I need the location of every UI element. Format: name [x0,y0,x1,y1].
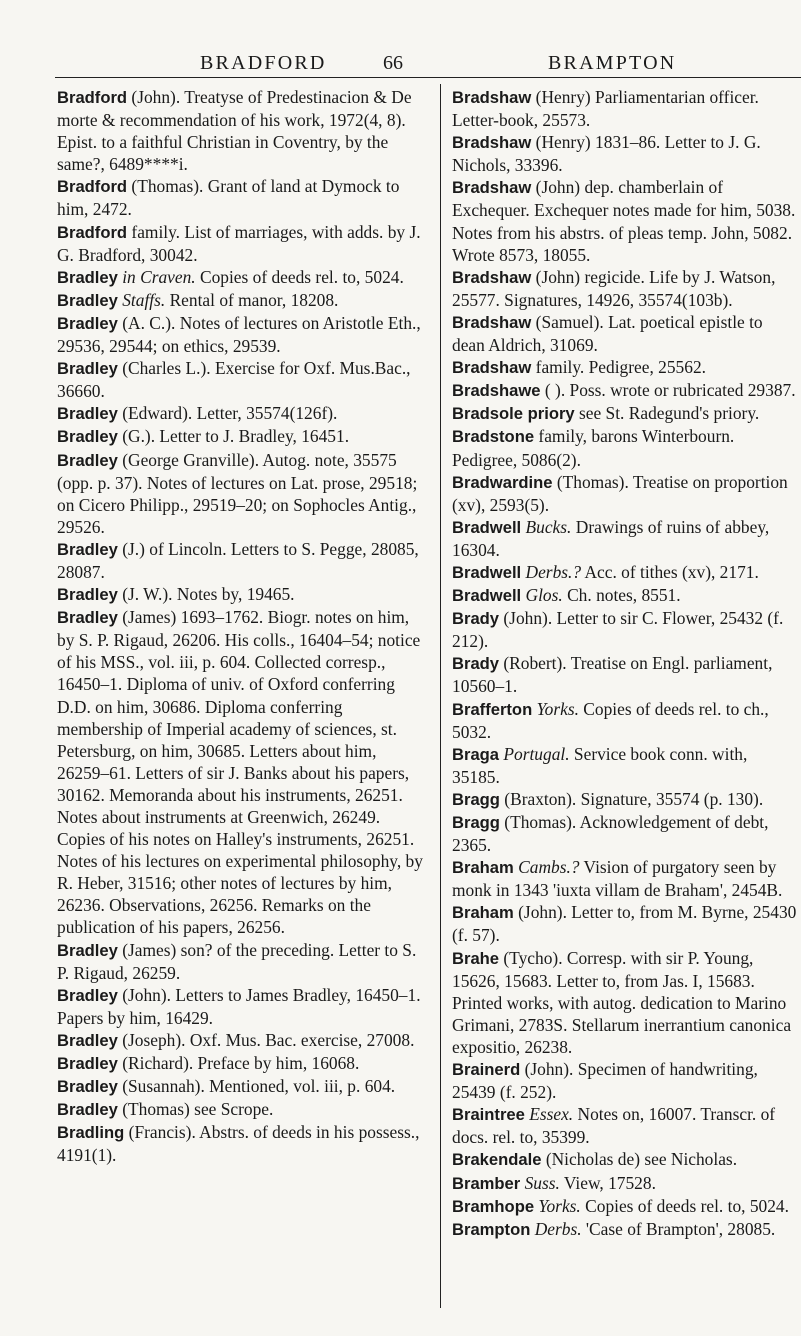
entry-text: 'Case of Brampton', 28085. [581,1218,776,1239]
entry-headword: Bradshawe [452,381,541,401]
entry-text: (Susannah). Mentioned, vol. iii, p. 604. [117,1076,396,1097]
index-entry [57,266,429,289]
entry-text: (John). Letter to sir C. Flower, 25432 (f. 212). [452,608,784,652]
entry-text: (John). Letter to, from M. Byrne, 25430 (f. 57). [452,902,797,946]
entry-headword: Bradwell [452,586,522,606]
entry-text: Ch. notes, 8551. [562,585,681,606]
entry-place: Derbs. [530,1218,582,1239]
index-entry [57,939,429,984]
index-entry [452,1218,797,1241]
entry-headword: Brady [452,609,500,629]
entry-headword: Bragg [452,789,500,809]
entry-text: Copies of deeds rel. to, 5024. [195,266,404,287]
entry-headword: Bradley [57,539,118,559]
entry-headword: Bradley [57,1100,118,1120]
index-entry [452,856,797,901]
entry-headword: Bragg [452,813,500,832]
entry-text: (Thomas). Grant of land at Dymock to him, 2472. [57,176,400,220]
entry-text: (John) dep. chamberlain of Exchequer. Exchequer notes made for him, 5038. Notes from his abstrs. of pleas temp. John, 5082. Wrote 8573, 18055. [452,177,796,265]
entry-text: family, barons Winterbourn. Pedigree, 5086(2). [452,426,735,470]
entry-headword: Bradford [57,177,128,197]
entry-text: (Charles L.). Exercise for Oxf. Mus.Bac., 36660. [57,358,411,402]
index-entry [57,221,429,266]
index-entry [57,583,429,606]
entry-text: family. Pedigree, 25562. [531,357,706,378]
entry-headword: Brakendale [452,1150,542,1170]
entry-text: (Henry) 1831–86. Letter to J. G. Nichols, 33396. [452,132,761,176]
entry-headword: Braintree [452,1105,525,1125]
entry-text: Rental of manor, 18208. [165,289,339,310]
entry-headword: Bradley [57,940,118,960]
entry-text: (Tycho). Corresp. with sir P. Young, 15626, 15683. Letter to, from Jas. I, 15683. Printed works, with autog. dedication to Marino Grimani, 2783S. Stellarum inerrantium canonica expositio, 26238. [452,947,792,1057]
entry-text: see St. Radegund's priory. [574,403,760,424]
entry-headword: Bradley [57,427,118,447]
index-entry [452,356,797,379]
entry-text: (G.). Letter to J. Bradley, 16451. [117,426,350,447]
entry-text: (J.) of Lincoln. Letters to S. Pegge, 28085, 28087. [57,538,419,582]
index-entry [452,425,797,470]
entry-text: (Edward). Letter, 35574(126f). [117,403,338,424]
entry-text: (John). Treatyse of Predestinacion & De morte & recommendation of his work, 1972(4, 8). Epist. to a faithful Christian in Coventry, by the same?, 6489****i. [57,87,412,175]
entry-place: Staffs. [117,289,166,310]
entry-text: ( ). Poss. wrote or rubricated 29387. [540,380,796,401]
entry-headword: Braga [452,744,500,764]
index-entry [57,175,429,220]
right-column [452,86,797,1241]
entry-text: (Robert). Treatise on Engl. parliament, 10560–1. [452,653,773,697]
entry-headword: Brafferton [452,699,533,719]
page-header [0,0,801,80]
index-entry [452,86,797,131]
entry-headword: Bradley [57,608,118,628]
index-entry [452,516,797,561]
index-entry [57,1029,429,1052]
entry-text: (Henry) Parliamentarian officer. Letter-book, 25573. [452,87,759,131]
entry-headword: Bradshaw [452,267,532,287]
entry-place: Bucks. [521,516,572,537]
index-entry [452,379,797,402]
entry-text: (John) regicide. Life by J. Watson, 25577. Signatures, 14926, 35574(103b). [452,266,776,310]
entry-place: Derbs.? [521,561,582,582]
entry-text: Service book conn. with, 35185. [452,743,748,787]
entry-text: (Thomas) see Scrope. [117,1099,274,1120]
index-entry [452,947,797,1058]
entry-text: Copies of deeds rel. to ch., 5032. [452,698,769,742]
index-entry [452,652,797,697]
index-entry [57,1075,429,1098]
entry-text: (George Granville). Autog. note, 35575 (opp. p. 37). Notes of lectures on Lat. prose, 29518; on Cicero Philipp., 29519–20; on Sophocles Antig., 29526. [57,449,418,537]
index-entry [452,1195,797,1218]
entry-headword: Bradley [57,290,118,310]
entry-headword: Bradley [57,450,118,470]
running-head-right: BRAMPTON [548,52,677,74]
index-entry [452,1058,797,1103]
entry-headword: Bradwardine [452,472,553,492]
index-entry [452,131,797,176]
entry-headword: Bramhope [452,1196,535,1216]
index-entry [57,402,429,425]
column-divider [440,84,441,1308]
entry-headword: Braham [452,903,514,923]
entry-headword: Bradshaw [452,312,532,332]
entry-place: Suss. [520,1172,560,1193]
entry-text: (James) son? of the preceding. Letter to S. P. Rigaud, 26259. [57,939,417,983]
index-entry [452,176,797,265]
index-entry [452,1172,797,1195]
entry-text: (Francis). Abstrs. of deeds in his possess., 4191(1). [57,1122,420,1166]
entry-headword: Brainerd [452,1060,521,1080]
index-entry [57,1098,429,1121]
entry-text: Drawings of ruins of abbey, 16304. [452,516,770,560]
entry-headword: Brahe [452,948,500,968]
header-rule [55,77,801,78]
index-entry [452,901,797,946]
entry-text: (Joseph). Oxf. Mus. Bac. exercise, 27008. [117,1029,415,1050]
entry-headword: Bradsole priory [452,404,575,424]
index-entry [57,425,429,448]
index-entry [452,607,797,652]
entry-headword: Bradley [57,585,118,605]
entry-headword: Bradley [57,1077,118,1097]
index-entry [452,311,797,356]
entry-text: Vision of purgatory seen by monk in 1343 'iuxta villam de Braham', 2454B. [452,857,783,901]
entry-headword: Bradshaw [452,358,532,378]
entry-text: Notes on, 16007. Transcr. of docs. rel. to, 35399. [452,1104,776,1148]
left-column [57,86,429,1167]
entry-place: Yorks. [532,698,579,719]
entry-headword: Bradley [57,267,118,287]
entry-headword: Bradford [57,222,128,242]
index-entry [57,606,429,938]
index-entry [57,449,429,538]
entry-headword: Braham [452,858,514,878]
entry-text: (James) 1693–1762. Biogr. notes on him, by S. P. Rigaud, 26206. His colls., 16404–54; notice of his MSS., vol. iii, p. 604. Collected corresp., 16450–1. Diploma of univ. of Oxford conferring D.D. on him, 30686. Diploma conferring membership of Imperial academy of sciences, st. Petersburg, on him, 30685. Letters about him, 26259–61. Letters of sir J. Banks about his papers, 30162. Memoranda about his instruments, 26251. Notes about instruments at Greenwich, 26249. Copies of his notes on Halley's instruments, 26251. Notes of his lectures on experimental philosophy, by R. Heber, 31516; other notes of lectures by him, 26236. Observations, 26256. Remarks on the publication of his papers, 26256. [57,607,423,938]
entry-headword: Bradshaw [452,88,532,107]
index-entry [57,86,429,175]
entry-headword: Bradley [57,985,118,1005]
entry-headword: Brady [452,654,500,674]
index-entry [452,266,797,311]
entry-headword: Bradley [57,313,118,333]
entry-text: (John). Letters to James Bradley, 16450–1. Papers by him, 16429. [57,984,421,1028]
entry-headword: Bradley [57,404,118,424]
index-entry [57,984,429,1029]
index-entry [452,584,797,607]
entry-place: Glos. [521,585,563,606]
entry-text: Acc. of tithes (xv), 2171. [581,561,759,582]
entry-text: (Richard). Preface by him, 16068. [117,1053,360,1074]
entry-headword: Bramber [452,1173,521,1193]
entry-text: (A. C.). Notes of lectures on Aristotle Eth., 29536, 29544; on ethics, 29539. [57,312,421,357]
entry-headword: Bradshaw [452,133,532,153]
entry-place: Essex. [524,1104,574,1125]
index-entry [57,357,429,402]
index-entry [57,1121,429,1166]
index-entry [57,312,429,357]
entry-text: family. List of marriages, with adds. by J. G. Bradford, 30042. [57,221,421,265]
index-entry [452,788,797,811]
index-entry [57,538,429,583]
entry-headword: Bradshaw [452,178,532,198]
index-entry [452,471,797,516]
entry-text: (Samuel). Lat. poetical epistle to dean Aldrich, 31069. [452,311,763,356]
index-entry [452,561,797,584]
index-entry [452,743,797,788]
entry-text: (Nicholas de) see Nicholas. [541,1149,738,1170]
entry-text: Copies of deeds rel. to, 5024. [580,1195,789,1216]
index-entry [452,402,797,425]
entry-place: Cambs.? [513,857,580,878]
entry-text: (Thomas). Treatise on proportion (xv), 2593(5). [452,471,788,515]
entry-place: Yorks. [534,1195,581,1216]
index-entry [452,1148,797,1171]
index-entry [57,289,429,312]
entry-headword: Bradwell [452,517,522,537]
entry-headword: Bradley [57,1030,118,1050]
entry-headword: Bradley [57,1054,118,1074]
entry-headword: Bradling [57,1123,125,1143]
index-entry [452,811,797,856]
entry-text: (Thomas). Acknowledgement of debt, 2365. [452,812,769,856]
index-entry [57,1052,429,1075]
page-number: 66 [383,52,403,74]
running-head-left: BRADFORD [200,52,327,74]
entry-place: in Craven. [117,266,196,287]
entry-place: Portugal. [499,743,570,764]
index-entry [452,1103,797,1148]
entry-text: (Braxton). Signature, 35574 (p. 130). [499,788,764,809]
entry-text: View, 17528. [559,1172,656,1193]
entry-headword: Brampton [452,1219,531,1239]
entry-headword: Bradford [57,88,128,107]
entry-headword: Bradstone [452,427,535,447]
index-entry [452,698,797,743]
entry-text: (John). Specimen of handwriting, 25439 (f. 252). [452,1059,758,1103]
entry-text: (J. W.). Notes by, 19465. [117,584,295,605]
entry-headword: Bradwell [452,562,522,582]
entry-headword: Bradley [57,359,118,379]
